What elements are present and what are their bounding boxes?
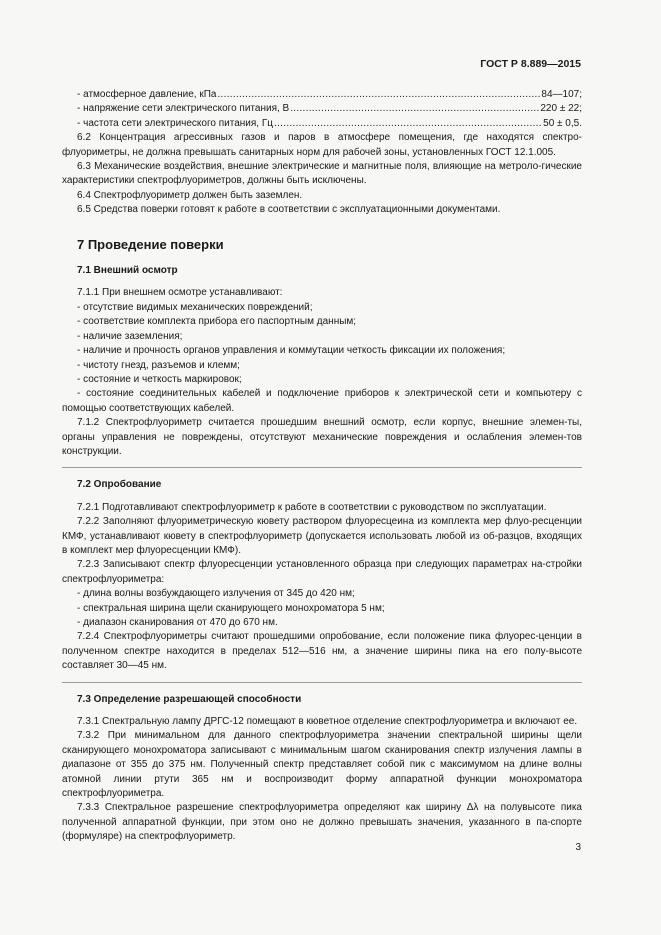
list-item: - отсутствие видимых механических повреждений; <box>77 301 313 313</box>
subsection-heading: 7.1 Внешний осмотр <box>77 265 178 277</box>
list-item: - чистоту гнезд, разъемов и клемм; <box>77 359 240 371</box>
paragraph: 7.3.2 При минимальном для данного спектрофлуориметра значении спектральной ширины щели сканирующего монохроматора записывают с минимальным шагом сканирования спектр излучения лампы в диапазоне от 355 до 375 нм. Полученный спектр представляет собой пик с максимумом на длине волны атомной линии ртути 365 нм и воспроизводит форму аппаратной функции монохроматора спектрофлуориметра. <box>62 730 582 800</box>
paragraph: 6.5 Средства поверки готовят к работе в соответствии с эксплуатационными документами. <box>77 204 501 216</box>
leader-label: - атмосферное давление, кПа <box>77 89 217 100</box>
document-id: ГОСТ Р 8.889—2015 <box>480 58 581 70</box>
divider <box>62 682 582 683</box>
paragraph: 6.4 Спектрофлуориметр должен быть заземлен. <box>77 189 303 201</box>
leader-value: 50 ± 0,5. <box>543 117 582 129</box>
list-item: - наличие и прочность органов управления и коммутации четкость фиксации их положения; <box>77 345 506 357</box>
paragraph: 7.3.1 Спектральную лампу ДРГС-12 помещают в кюветное отделение спектрофлуориметра и включают ее. <box>77 716 578 728</box>
list-item: - состояние и четкость маркировок; <box>77 373 242 385</box>
section-heading: 7 Проведение поверки <box>77 236 224 252</box>
divider <box>62 467 582 468</box>
leader-value: 84—107; <box>541 89 582 100</box>
paragraph: 7.1.2 Спектрофлуориметр считается прошедшим внешний осмотр, если корпус, внешние элемен-ты, органы управления не повреждены, отсутствуют механические повреждения и ослабления элемен-тов конструкции. <box>62 417 582 457</box>
paragraph: 7.2.2 Заполняют флуориметрическую кювету раствором флуоресцеина из комплекта мер флуо-ресценции КМФ, устанавливают кювету в спектрофлуориметр (допускается использовать любой из об-разцов, входящих в комплект мер флуоресценции КМФ). <box>62 516 582 556</box>
leader-dots <box>217 88 540 102</box>
list-item: - спектральная ширина щели сканирующего монохроматора 5 нм; <box>77 602 385 614</box>
paragraph: 7.1.1 При внешнем осмотре устанавливают: <box>77 287 283 299</box>
list-item: - соответствие комплекта прибора его паспортным данным; <box>77 316 357 328</box>
paragraph: 7.3.3 Спектральное разрешение спектрофлуориметра определяют как ширину Δλ на полувысоте пика полученной аппаратной функции, при этом оно не должно превышать значения, указанного в па-спорте (формуляре) на спектрофлуориметр. <box>62 802 582 843</box>
list-item: - диапазон сканирования от 470 до 670 нм. <box>77 617 278 628</box>
leader-line <box>62 117 582 131</box>
leader-value: 220 ± 22; <box>540 103 582 115</box>
paragraph: 6.2 Концентрация агрессивных газов и паров в атмосфере помещения, где находятся спектро-флуориметры, не должна превышать санитарных норм для рабочей зоны, установленных ГОСТ 12.1.005. <box>62 132 582 158</box>
page-number: 3 <box>575 842 581 853</box>
leader-label: - напряжение сети электрического питания, В <box>77 103 290 115</box>
list-item: - наличие заземления; <box>77 330 183 342</box>
subsection-heading: 7.2 Опробование <box>77 479 162 491</box>
list-item: - состояние соединительных кабелей и подключение приборов к электрической сети и компьютеру с помощью соответствующих кабелей. <box>62 388 582 414</box>
paragraph: 7.2.3 Записывают спектр флуоресценции установленного образца при следующих параметрах на-стройки спектрофлуориметра: <box>62 559 582 585</box>
paragraph: 6.3 Механические воздействия, внешние электрические и магнитные поля, влияющие на метроло-гические характеристики спектрофлуориметров, должны быть исключены. <box>62 161 582 187</box>
leader-line <box>62 102 582 116</box>
page-body <box>62 88 582 845</box>
subsection-heading: 7.3 Определение разрешающей способности <box>77 693 302 705</box>
list-item: - длина волны возбуждающего излучения от 345 до 420 нм; <box>77 588 355 600</box>
leader-dots <box>290 102 539 116</box>
leader-dots <box>274 117 542 131</box>
paragraph: 7.2.4 Спектрофлуориметры считают прошедшими опробование, если положение пика флуорес-ценции в полученном спектре находится в пределах 512—516 нм, а значение ширины пика на его полу-высоте составляет 30—45 нм. <box>62 631 582 672</box>
leader-label: - частота сети электрического питания, Гц <box>77 117 274 129</box>
paragraph: 7.2.1 Подготавливают спектрофлуориметр к работе в соответствии с руководством по эксплуатации. <box>77 501 547 513</box>
leader-line <box>62 88 582 102</box>
